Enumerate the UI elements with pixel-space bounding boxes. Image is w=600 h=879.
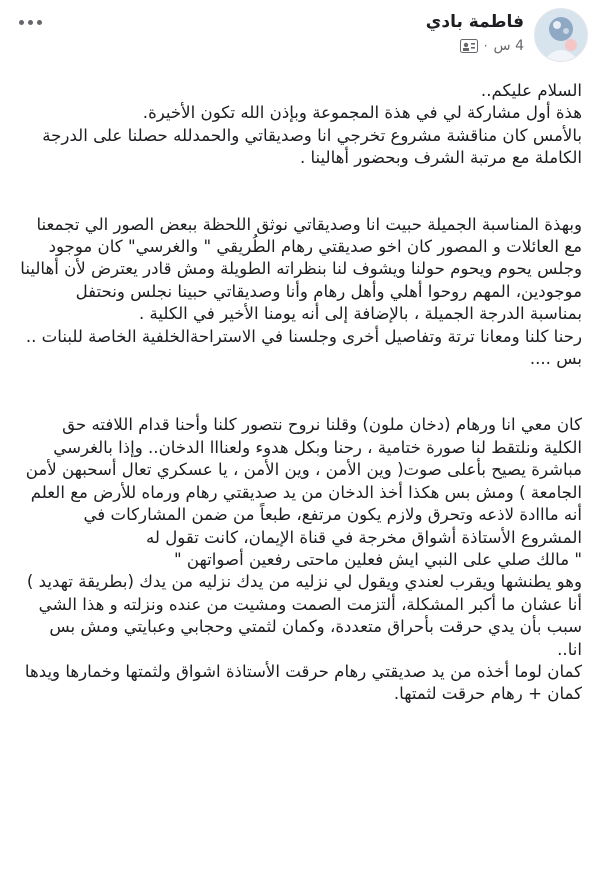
post-line: السلام عليكم.. [480, 81, 582, 100]
post-meta [460, 38, 524, 54]
avatar[interactable] [534, 8, 588, 62]
author-name[interactable]: فاطمة بادي [425, 12, 524, 32]
post-line: كان معي انا ورهام (دخان ملون) وقلنا نروح نتصور كلنا وأحنا قدام اللافته حق الكلية ونلتقط لنا صورة ختامية ، رحنا وبكل هدوء ولعنااا الدخان.. وإذا بالغرسي مباشرة يصيح بأعلى صوت( وين الأمن ، وين الأمن ، يا عسكري تعال أسحبهن لأمن الجامعة ) ومش بس هكذا أخذ الدخان من يد صديقتي رهام ورماه للأرض مع العلم أنه مااادة لاذعه وتحرق ولازم يكون مرتفع، طبعاً من ضمن المشاركات في المشروع الأستاذة أشواق مخرجة في قناة الإيمان، كانت تقول له [25, 415, 582, 547]
post-line: وبهذة المناسبة الجميلة حبيت انا وصديقاتي نوثق اللحظة ببعض الصور الي تجمعنا مع العائلات و المصور كان اخو صديقتي رهام الطُريقي " والغرسي" كان موجود وجلس يحوم ويحوم حولنا ويشوف لنا بنظراته الطويلة ومش قادر يعترض لأن أهالينا موجودين، المهم روحوا أهلي وأهل رهام وأنا وصديقاتي حبينا نجلس ونحتفل بمناسبة الدرجة الجميلة ، بالإضافة إلى أنه يومنا الأخير في الكلية . [20, 214, 582, 324]
post-line: هذة أول مشاركة لي في هذة المجموعة وبإذن الله تكون الأخيرة. [142, 103, 582, 123]
post-line: بالأمس كان مناقشة مشروع تخرجي انا وصديقاتي والحمدلله حصلنا على الدرجة الكاملة مع مرتبة الشرف وبحضور أهالينا . [42, 125, 582, 168]
post-line: وهو يطنشها ويقرب لعندي ويقول لي نزليه من يدك نزليه من يدك (بطريقة تهديد ) أنا عشان ما أكبر المشكلة، ألتزمت الصمت ومشيت من عنده ونزلته و هذا الشي سبب بأن يدي حرقت بأحراق متعددة، وكمان لثمتي وحجابي وعبايتي ومش بس انا.. [26, 572, 582, 659]
post-line: " مالك صلي على النبي ايش فعلين ماحتى رفعين أصواتهن " [173, 549, 582, 569]
separator-dot: · [483, 39, 488, 53]
post-body [20, 80, 582, 706]
more-options-icon[interactable] [12, 12, 48, 32]
post-line: رحنا كلنا ومعانا ترتة وتفاصيل أخرى وجلسنا في الاستراحةالخلفية الخاصة للبنات .. بس .... [25, 326, 582, 369]
post-line: كمان لوما أخذه من يد صديقتي رهام حرقت الأستاذة اشواق ولثمتها وخمارها ويدها كمان + رهام حرقت لثمتها. [24, 661, 582, 704]
post-header [0, 0, 600, 72]
post-time[interactable]: 4 س [493, 38, 524, 54]
group-privacy-icon [460, 39, 478, 53]
